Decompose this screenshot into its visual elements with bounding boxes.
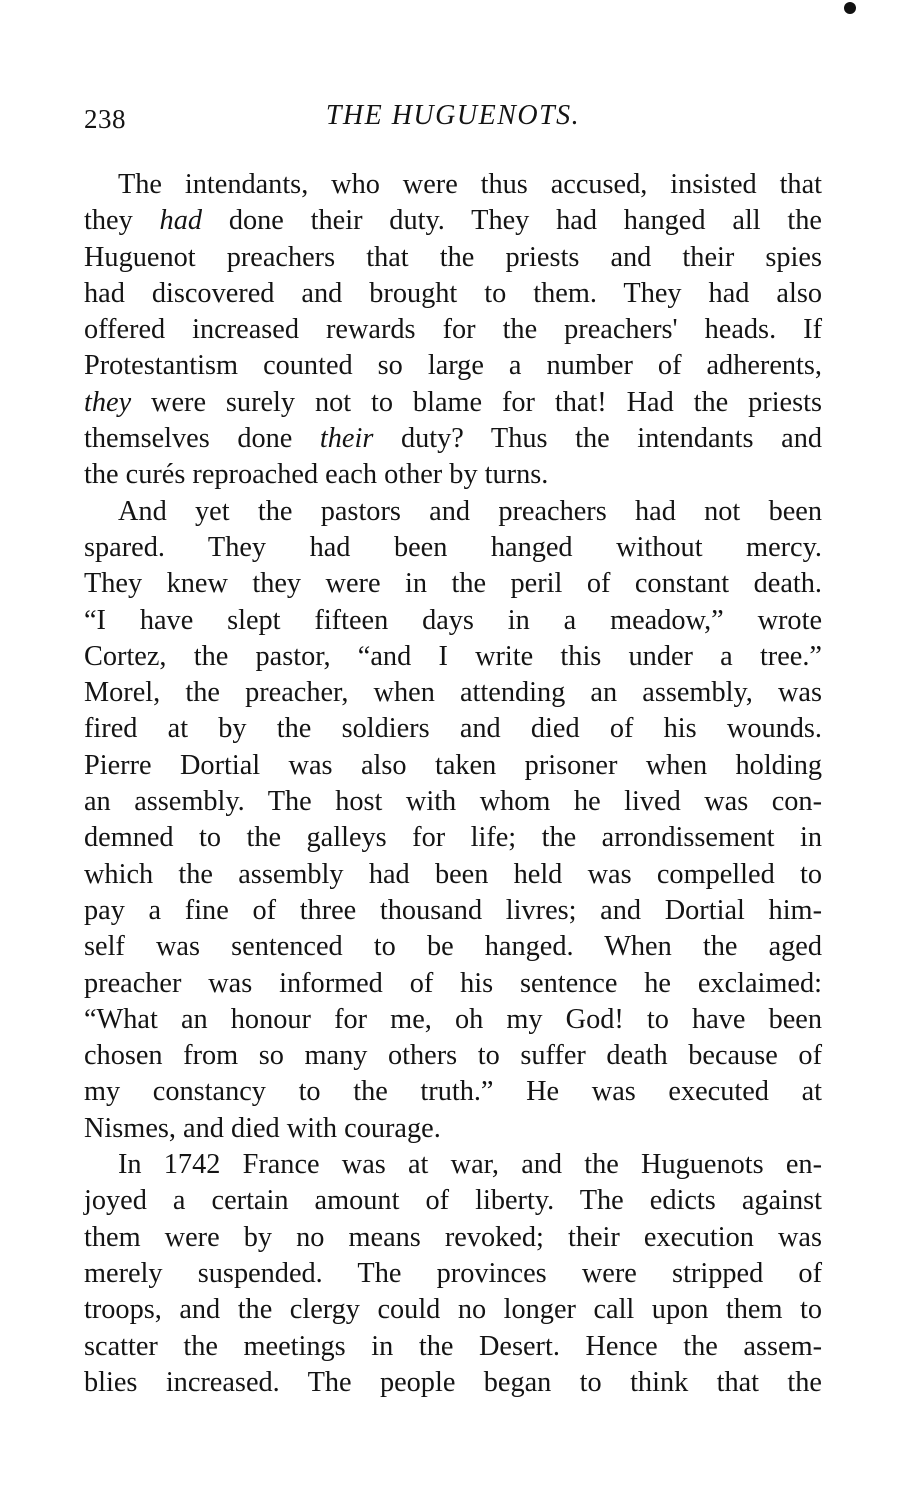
text-line: offered increased rewards for the preachers' heads. If <box>84 314 822 346</box>
emphasis: had <box>159 205 202 237</box>
paragraph <box>84 494 822 1147</box>
text-line: And yet the pastors and preachers had not been <box>118 495 822 527</box>
text-line: In 1742 France was at war, and the Huguenots en- <box>118 1149 822 1181</box>
text-line: spared. They had been hanged without mercy. <box>84 531 822 563</box>
text-line: an assembly. The host with whom he lived was con- <box>84 786 822 818</box>
text-line: self was sentenced to be hanged. When the aged <box>84 931 822 963</box>
text-line: troops, and the clergy could no longer call upon them to <box>84 1294 822 1326</box>
text-line: Pierre Dortial was also taken prisoner when holding <box>84 749 822 781</box>
running-head <box>84 100 822 144</box>
text-line: they had done their duty. They had hanged all the <box>84 205 822 237</box>
running-title: THE HUGUENOTS. <box>325 100 581 131</box>
text-line: Morel, the preacher, when attending an assembly, was <box>84 677 822 709</box>
emphasis: they <box>84 386 132 418</box>
text-line: had discovered and brought to them. They had also <box>84 277 822 309</box>
text-line: scatter the meetings in the Desert. Hence the assem- <box>84 1330 822 1362</box>
text-line: merely suspended. The provinces were stripped of <box>84 1257 822 1289</box>
ink-dot-mark <box>844 2 856 14</box>
text-line: “What an honour for me, oh my God! to have been <box>84 1003 822 1035</box>
text-line: joyed a certain amount of liberty. The edicts against <box>84 1185 822 1217</box>
text-line: Protestantism counted so large a number of adherents, <box>84 350 822 382</box>
text-line: them were by no means revoked; their execution was <box>84 1221 822 1253</box>
page-number: 238 <box>84 104 126 134</box>
text-line: pay a fine of three thousand livres; and Dortial him- <box>84 894 822 926</box>
body-text <box>84 167 822 1401</box>
text-line: they were surely not to blame for that! Had the priests <box>84 386 822 418</box>
text-line: “I have slept fifteen days in a meadow,” wrote <box>84 604 822 636</box>
text-line: fired at by the soldiers and died of his wounds. <box>84 713 822 745</box>
text-line: chosen from so many others to suffer death because of <box>84 1040 822 1072</box>
text-line: the curés reproached each other by turns. <box>84 459 549 491</box>
text-line: They knew they were in the peril of constant death. <box>84 568 822 600</box>
text-line: blies increased. The people began to think that the <box>84 1366 822 1398</box>
text-line: which the assembly had been held was compelled to <box>84 858 822 890</box>
text-line: demned to the galleys for life; the arrondissement in <box>84 822 822 854</box>
text-line: Huguenot preachers that the priests and their spies <box>84 241 822 273</box>
text-line: Nismes, and died with courage. <box>84 1112 441 1144</box>
text-line: preacher was informed of his sentence he exclaimed: <box>84 967 822 999</box>
text-line: themselves done their duty? Thus the intendants and <box>84 423 822 455</box>
paragraph <box>84 167 822 494</box>
text-line: The intendants, who were thus accused, insisted that <box>118 169 822 200</box>
paragraph <box>84 1147 822 1401</box>
text-line: my constancy to the truth.” He was executed at <box>84 1076 822 1108</box>
emphasis: their <box>319 423 374 455</box>
text-line: Cortez, the pastor, “and I write this under a tree.” <box>84 640 822 672</box>
